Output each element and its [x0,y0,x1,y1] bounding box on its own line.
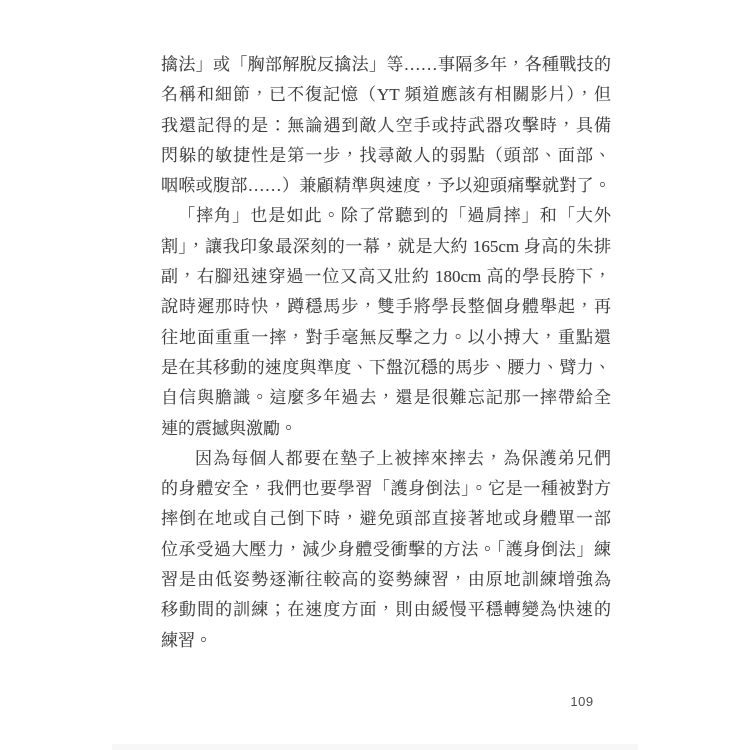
text-line: 自信與膽識。這麼多年過去，還是很難忘記那一摔帶給全 [161,388,611,408]
text-line: 閃躲的敏捷性是第一步，找尋敵人的弱點（頭部、面部、 [161,145,611,165]
text-line: 習是由低姿勢逐漸往較高的姿勢練習，由原地訓練增強為 [161,570,611,590]
text-line: 練習。 [161,630,212,650]
text-line: 割」，讓我印象最深刻的一幕，就是大約 165cm 身高的朱排 [161,236,611,256]
text-line: 名稱和細節，已不復記憶（YT 頻道應該有相關影片），但 [161,85,611,105]
page-number: 109 [570,694,594,709]
text-line: 副，右腳迅速穿過一位又高又壯約 180cm 高的學長胯下， [161,267,611,287]
text-line: 擒法」或「胸部解脫反擒法」等……事隔多年，各種戰技的 [161,55,611,74]
text-line: 位承受過大壓力，減少身體受衝擊的方法。「護身倒法」練 [161,539,611,559]
text-line: 移動間的訓練；在速度方面，則由緩慢平穩轉變為快速的 [161,600,611,620]
text-line: 是在其移動的速度與準度、下盤沉穩的馬步、腰力、臂力、 [161,357,611,377]
text-line: 說時遲那時快，蹲穩馬步，雙手將學長整個身體舉起，再 [161,297,611,317]
text-line: 咽喉或腹部……）兼顧精準與速度，予以迎頭痛擊就對了。 [161,176,611,196]
text-line: 的身體安全，我們也要學習「護身倒法」。它是一種被對方 [161,479,611,499]
page-separator [112,744,638,750]
text-line: 往地面重重一摔，對手毫無反擊之力。以小搏大，重點還 [161,327,611,347]
text-line: 「摔角」也是如此。除了常聽到的「過肩摔」和「大外 [178,206,611,226]
text-line: 因為每個人都要在墊子上被摔來摔去，為保護弟兄們 [195,448,611,468]
text-line: 摔倒在地或自己倒下時，避免頭部直接著地或身體單一部 [161,509,611,529]
text-line: 我還記得的是：無論遇到敵人空手或持武器攻擊時，具備 [161,115,611,135]
body-text [161,50,611,656]
text-line: 連的震撼與激勵。 [161,418,297,438]
